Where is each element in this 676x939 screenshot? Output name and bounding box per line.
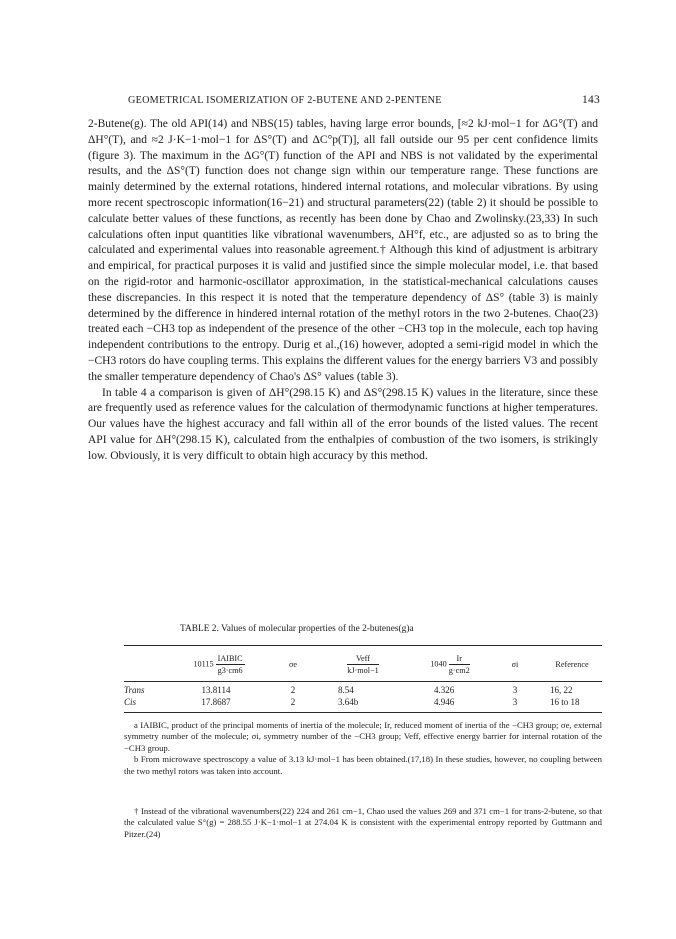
header-veff [328,654,398,675]
footnote-a: a IAIBIC, product of the principal moments of inertia of the molecule; Ir, reduced moment of inertia of the −CH3 group; σe, external symmetry number of the molecule; σi, symmetry number of the −CH3 group; Veff, effective energy barrier for internal rotation of the −CH3 group. [124,720,602,753]
body-text [88,117,598,465]
header-reference: Reference [555,660,589,669]
header-ir-num: Ir [449,654,470,665]
header-moments-prefix: 10115 [193,659,214,669]
header-reduced-moment [404,654,496,675]
row-reference: 16 to 18 [550,697,580,707]
table-top-rule [124,645,602,646]
row-moments: 17.8687 [201,697,231,707]
header-sigma-e: σe [288,660,298,669]
page-number: 143 [582,94,600,106]
row-moments: 13.8114 [201,685,231,695]
header-ir-den: g·cm2 [448,666,470,675]
header-ir-prefix: 1040 [430,659,447,669]
header-veff-den: kJ·mol−1 [347,666,379,675]
row-sigma-i: 3 [512,685,518,695]
footnote-b: b From microwave spectroscopy a value of 3.13 kJ·mol−1 has been obtained.(17,18) In these studies, however, no coupling between the two methyl rotors was taken into account. [124,754,602,776]
row-isomer: Cis [124,697,137,707]
paragraph-1: 2-Butene(g). The old API(14) and NBS(15) tables, having large error bounds, [≈2 kJ·mol−1 for ΔG°(T) and ΔH°(T), and ≈2 J·K−1·mol−1 for ΔS°(T) and ΔC°p(T)], all fall outside our 95 per cent confidence limits (figure 3). The maximum in the ΔG°(T) function of the API and NBS is not validated by the experimental results, and the ΔS°(T) function does not change sign within our temperature range. These functions are mainly determined by the external rotations, hindered internal rotations, and molecular vibrations. By using more recent spectroscopic information(16−21) and structural parameters(22) (table 2) it should be possible to calculate better values of these functions, as recently has been done by Chao and Zwolinsky.(23,33) In such calculations often input quantities like vibrational wavenumbers, ΔH°f, etc., are adjusted so as to bring the calculated and experimental values into reasonable agreement.† Although this kind of adjustment is arbitrary and empirical, for practical purposes it is valid and justified since the simple molecular model, i.e. that based on the rigid-rotor and harmonic-oscillator approximation, in the statistical-mechanical calculations causes these discrepancies. In this respect it is noted that the temperature dependency of ΔS° (table 3) is mainly determined by the difference in hindered internal rotation of the methyl rotors in the two 2-butenes. Chao(23) treated each −CH3 top as independent of the presence of the other −CH3 top in the molecule, each top having independent contributions to the entropy. Durig et al.,(16) however, adopted a semi-rigid model in which the −CH3 rotors do have coupling terms. This explains the different values for the energy barriers V3 and possibly the smaller temperature dependency of Chao's ΔS° values (table 3). [88,118,598,383]
row-sigma-i: 3 [512,697,518,707]
row-sigma-e: 2 [290,685,296,695]
page-footnote [124,806,602,840]
header-moments-of-inertia [160,654,278,675]
header-veff-num: Veff [347,654,378,665]
row-isomer: Trans [124,685,145,695]
running-title: GEOMETRICAL ISOMERIZATION OF 2-BUTENE AND 2-PENTENE [128,95,442,106]
header-moments-den: g3·cm6 [217,666,243,675]
table-caption: TABLE 2. Values of molecular properties of the 2-butenes(g)a [180,624,414,634]
row-reference: 16, 22 [550,685,573,695]
footnote-dagger: † Instead of the vibrational wavenumbers(22) 224 and 261 cm−1, Chao used the values 269 and 371 cm−1 for trans-2-butene, so that the calculated value S°(g) = 288.55 J·K−1·mol−1 at 274.04 K is consistent with the experimental entropy reported by Guttmann and Pitzer.(24) [124,806,602,839]
table-footnotes [124,720,602,777]
running-header [128,95,600,109]
paragraph-2: In table 4 a comparison is given of ΔH°(298.15 K) and ΔS°(298.15 K) values in the literature, since these are frequently used as reference values for the calculation of thermodynamic functions at higher temperatures. Our values have the highest accuracy and fall within all of the error bounds of the listed values. The recent API value for ΔH°(298.15 K), calculated from the enthalpies of combustion of the two isomers, is strikingly low. Obviously, it is very difficult to obtain high accuracy by this method. [88,386,598,462]
header-sigma-i: σi [511,660,519,669]
row-veff: 8.54 [338,685,354,695]
row-sigma-e: 2 [290,697,296,707]
row-ir: 4.946 [434,697,455,707]
table-header-rule [124,681,602,682]
header-moments-num: IAIBIC [217,654,243,663]
table-bottom-rule [124,712,602,713]
row-ir: 4.326 [434,685,455,695]
row-veff: 3.64b [338,697,359,707]
